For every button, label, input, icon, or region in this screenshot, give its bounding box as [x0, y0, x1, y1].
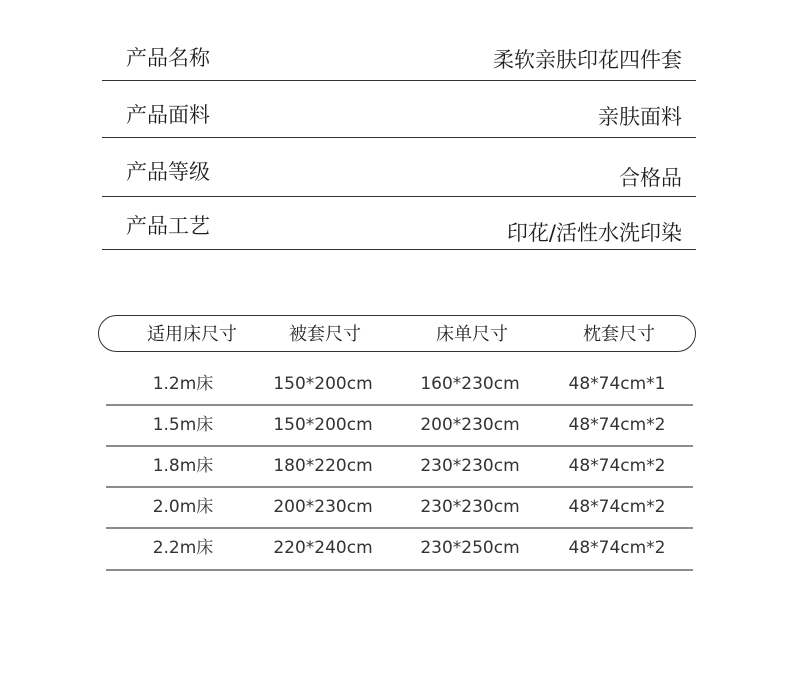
table-row [106, 529, 693, 571]
header-sheet-size: 床单尺寸 [436, 324, 508, 345]
cell-sheet-size: 200*230cm [420, 415, 520, 435]
info-label: 产品名称 [126, 46, 210, 70]
info-row-craft [102, 196, 696, 250]
info-row-fabric [102, 80, 696, 138]
cell-sheet-size: 230*230cm [420, 497, 520, 517]
header-bed-size: 适用床尺寸 [147, 324, 237, 345]
cell-pillowcase-size: 48*74cm*2 [568, 415, 666, 435]
cell-bed-size: 1.8m床 [152, 456, 214, 476]
table-row [106, 488, 693, 529]
cell-sheet-size: 230*230cm [420, 456, 520, 476]
info-row-name [102, 40, 696, 81]
info-row-grade [102, 137, 696, 197]
header-duvet-size: 被套尺寸 [289, 324, 361, 345]
info-value: 柔软亲肤印花四件套 [493, 48, 682, 72]
info-value: 印花/活性水洗印染 [506, 221, 682, 245]
cell-duvet-size: 180*220cm [273, 456, 373, 476]
info-label: 产品等级 [126, 160, 210, 184]
info-label: 产品面料 [126, 103, 210, 127]
cell-sheet-size: 160*230cm [420, 374, 520, 394]
cell-sheet-size: 230*250cm [420, 538, 520, 558]
cell-duvet-size: 200*230cm [273, 497, 373, 517]
info-value: 合格品 [619, 166, 682, 190]
cell-pillowcase-size: 48*74cm*2 [568, 497, 666, 517]
cell-duvet-size: 220*240cm [273, 538, 373, 558]
cell-pillowcase-size: 48*74cm*1 [568, 374, 666, 394]
table-row [106, 447, 693, 488]
cell-pillowcase-size: 48*74cm*2 [568, 456, 666, 476]
size-table-header [98, 315, 696, 352]
info-label: 产品工艺 [126, 214, 210, 238]
table-row [106, 406, 693, 447]
table-row [106, 365, 693, 406]
cell-pillowcase-size: 48*74cm*2 [568, 538, 666, 558]
info-value: 亲肤面料 [598, 105, 682, 129]
cell-bed-size: 1.2m床 [152, 374, 214, 394]
cell-bed-size: 2.0m床 [152, 497, 214, 517]
cell-bed-size: 1.5m床 [152, 415, 214, 435]
cell-duvet-size: 150*200cm [273, 415, 373, 435]
cell-bed-size: 2.2m床 [152, 538, 214, 558]
header-pillowcase-size: 枕套尺寸 [583, 324, 655, 345]
cell-duvet-size: 150*200cm [273, 374, 373, 394]
